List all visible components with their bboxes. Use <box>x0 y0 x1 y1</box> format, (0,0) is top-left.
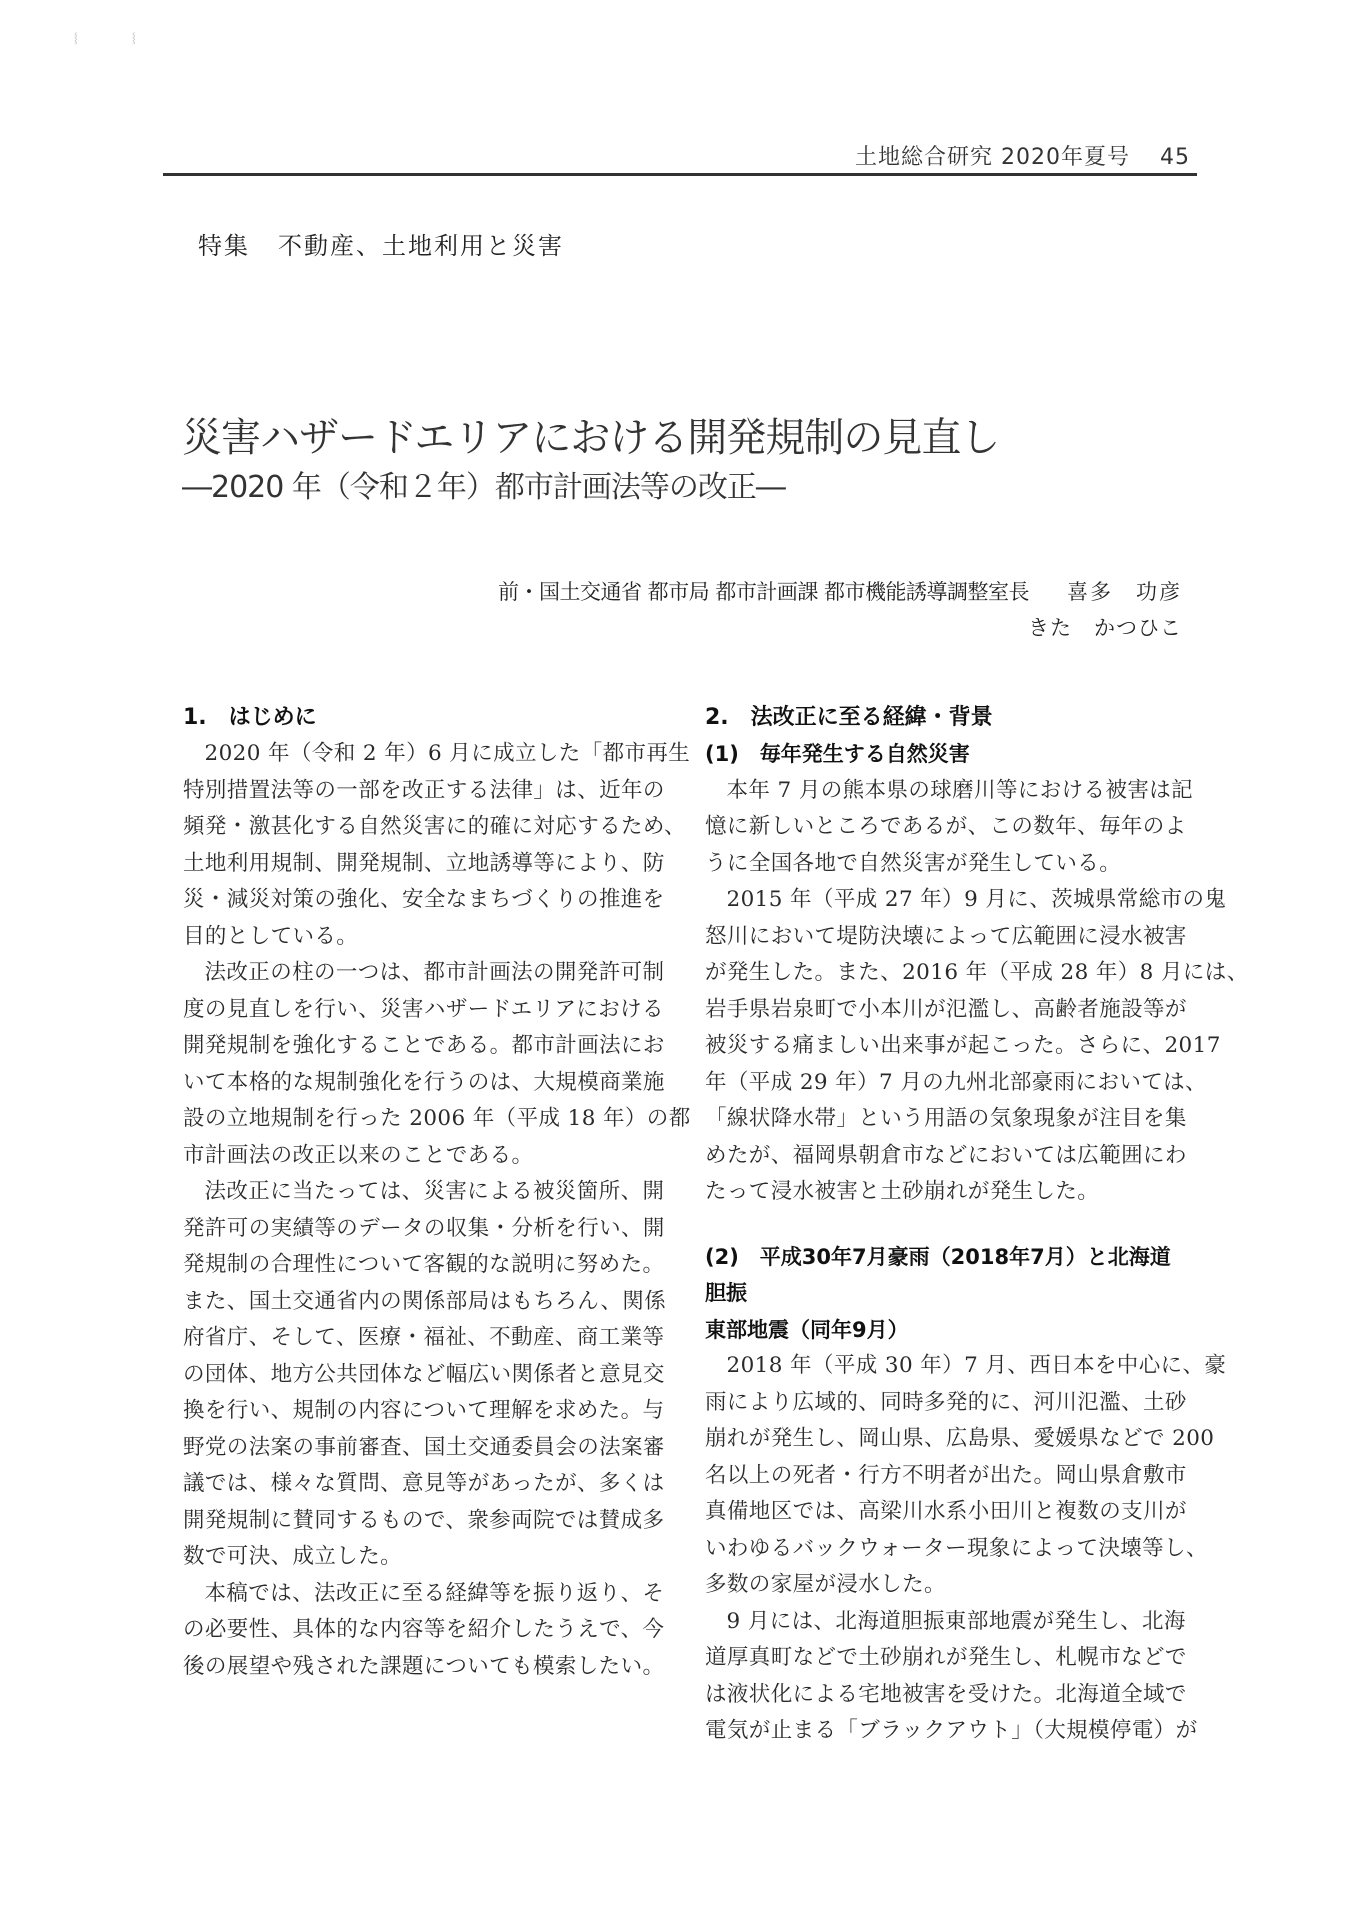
text-line: 度の見直しを行い、災害ハザードエリアにおける <box>183 996 664 1022</box>
text-line: 2018 年（平成 30 年）7 月、西日本を中心に、豪 <box>726 1353 1227 1378</box>
text-line: 9 月には、北海道胆振東部地震が発生し、北海 <box>726 1608 1186 1634</box>
text-line: の必要性、具体的な内容等を紹介したうえで、今 <box>183 1617 665 1642</box>
page-number: 45 <box>1160 145 1190 170</box>
text-line: 「線状降水帯」という用語の気象現象が注目を集 <box>705 1106 1187 1131</box>
column-left <box>183 700 691 1685</box>
author-byline <box>498 576 1182 606</box>
text-line: 多数の家屋が浸水した。 <box>705 1572 946 1597</box>
subsection-heading: (1) 毎年発生する自然災害 <box>705 742 970 766</box>
paragraph <box>183 1174 667 1576</box>
article-title: 災害ハザードエリアにおける開発規制の見直し <box>182 415 1000 461</box>
text-line: 目的としている。 <box>183 923 359 949</box>
subsection-body <box>705 1348 1227 1750</box>
text-line: 発規制の合理性について客観的な説明に努めた。 <box>183 1252 665 1277</box>
subsection-heading-line: (2) 平成30年7月豪雨（2018年7月）と北海道胆振 <box>705 1244 1171 1305</box>
text-line: の団体、地方公共団体など幅広い関係者と意見交 <box>183 1361 665 1387</box>
feature-tag: 特集 <box>198 232 250 260</box>
section-body <box>183 736 691 1685</box>
paragraph <box>183 736 691 955</box>
author-name-kana: きた かつひこ <box>1028 616 1182 640</box>
text-line: 被災する痛ましい出来事が起こった。さらに、2017 <box>705 1033 1221 1058</box>
text-line: うに全国各地で自然災害が発生している。 <box>705 850 1122 876</box>
subsection-heading <box>705 1239 1175 1349</box>
text-line: 災・減災対策の強化、安全なまちづくりの推進を <box>183 887 665 912</box>
text-line: 設の立地規制を行った 2006 年（平成 18 年）の都 <box>183 1106 691 1131</box>
text-line: 換を行い、規制の内容について理解を求めた。与 <box>183 1398 665 1423</box>
text-line: 道厚真町などで土砂崩れが発生し、札幌市などで <box>705 1645 1187 1670</box>
text-line: 開発規制を強化することである。都市計画法にお <box>183 1033 665 1058</box>
running-head <box>700 140 1190 171</box>
text-line: 怒川において堤防決壊によって広範囲に浸水被害 <box>705 923 1187 949</box>
text-line: 野党の法案の事前審査、国土交通委員会の法案審 <box>183 1434 665 1460</box>
paragraph <box>183 1576 665 1686</box>
section-heading: 1. はじめに <box>183 705 317 730</box>
text-line: いわゆるバックウォーター現象によって決壊等し、 <box>705 1535 1208 1561</box>
text-line: めたが、福岡県朝倉市などにおいては広範囲にわ <box>705 1142 1187 1168</box>
text-line: 電気が止まる「ブラックアウト」（大規模停電）が <box>705 1718 1198 1743</box>
section-heading: 2. 法改正に至る経緯・背景 <box>705 705 993 730</box>
text-line: また、国土交通省内の関係部局はもちろん、関係 <box>183 1288 667 1314</box>
journal-name: 土地総合研究 <box>854 145 993 170</box>
text-line: 特別措置法等の一部を改正する法律」は、近年の <box>183 777 665 803</box>
text-line: 数で可決、成立した。 <box>183 1544 403 1569</box>
text-line: 2015 年（平成 27 年）9 月に、茨城県常総市の鬼 <box>726 887 1227 912</box>
text-line: 憶に新しいところであるが、この数年、毎年のよ <box>705 814 1187 839</box>
paragraph <box>705 882 1249 1211</box>
text-line: 名以上の死者・行方不明者が出た。岡山県倉敷市 <box>705 1462 1187 1488</box>
text-line: 後の展望や残された課題についても模索したい。 <box>183 1653 665 1679</box>
text-line: たって浸水被害と土砂崩れが発生した。 <box>705 1179 1100 1204</box>
author-affiliation: 前・国土交通省 都市局 都市計画課 都市機能誘導調整室長 <box>497 580 1029 604</box>
text-line: 頻発・激甚化する自然災害に的確に対応するため、 <box>183 814 686 839</box>
text-line: 発許可の実績等のデータの収集・分析を行い、開 <box>183 1215 665 1241</box>
text-line: が発生した。また、2016 年（平成 28 年）8 月には、 <box>705 960 1249 985</box>
text-line: 府省庁、そして、医療・福祉、不動産、商工業等 <box>183 1325 665 1350</box>
article-subtitle: ―2020 年（令和２年）都市計画法等の改正― <box>182 470 785 505</box>
text-line: 年（平成 29 年）7 月の九州北部豪雨においては、 <box>705 1069 1207 1095</box>
column-right <box>705 700 1249 1750</box>
subsection-body <box>705 773 1249 1211</box>
paragraph <box>705 1604 1198 1750</box>
text-line: 本年 7 月の熊本県の球磨川等における被害は記 <box>726 777 1194 803</box>
issue-label: 2020年夏号 <box>1001 145 1130 170</box>
text-line: 議では、様々な質問、意見等があったが、多くは <box>183 1471 665 1496</box>
text-line: 市計画法の改正以来のことである。 <box>183 1142 534 1168</box>
subsection-heading-line: 東部地震（同年9月） <box>705 1317 909 1342</box>
text-line: 法改正に当たっては、災害による被災箇所、開 <box>204 1179 665 1204</box>
text-line: 崩れが発生し、岡山県、広島県、愛媛県などで 200 <box>705 1426 1215 1451</box>
spacer <box>705 1211 1175 1239</box>
text-line: いて本格的な規制強化を行うのは、大規模商業施 <box>183 1069 665 1095</box>
text-line: 土地利用規制、開発規制、立地誘導等により、防 <box>183 850 665 876</box>
text-line: 開発規制に賛同するもので、衆参両院では賛成多 <box>183 1507 665 1533</box>
paragraph <box>705 1348 1227 1604</box>
text-line: は液状化による宅地被害を受けた。北海道全域で <box>705 1681 1187 1707</box>
text-line: 2020 年（令和 2 年）6 月に成立した「都市再生 <box>204 741 691 766</box>
scan-artifact: ⸾ <box>132 33 136 44</box>
paragraph <box>183 955 691 1174</box>
feature-label <box>198 226 564 261</box>
header-rule <box>163 173 1197 176</box>
feature-theme: 不動産、土地利用と災害 <box>278 232 564 260</box>
text-line: 法改正の柱の一つは、都市計画法の開発許可制 <box>204 960 665 985</box>
text-line: 本稿では、法改正に至る経緯等を振り返り、そ <box>204 1580 665 1606</box>
paragraph <box>705 773 1194 883</box>
text-line: 真備地区では、高梁川水系小田川と複数の支川が <box>705 1499 1187 1524</box>
text-line: 岩手県岩泉町で小本川が氾濫し、高齢者施設等が <box>705 996 1187 1022</box>
scan-artifact: ⸾ <box>74 33 78 44</box>
author-name: 喜多 功彦 <box>1067 580 1182 604</box>
text-line: 雨により広域的、同時多発的に、河川氾濫、土砂 <box>705 1389 1187 1415</box>
